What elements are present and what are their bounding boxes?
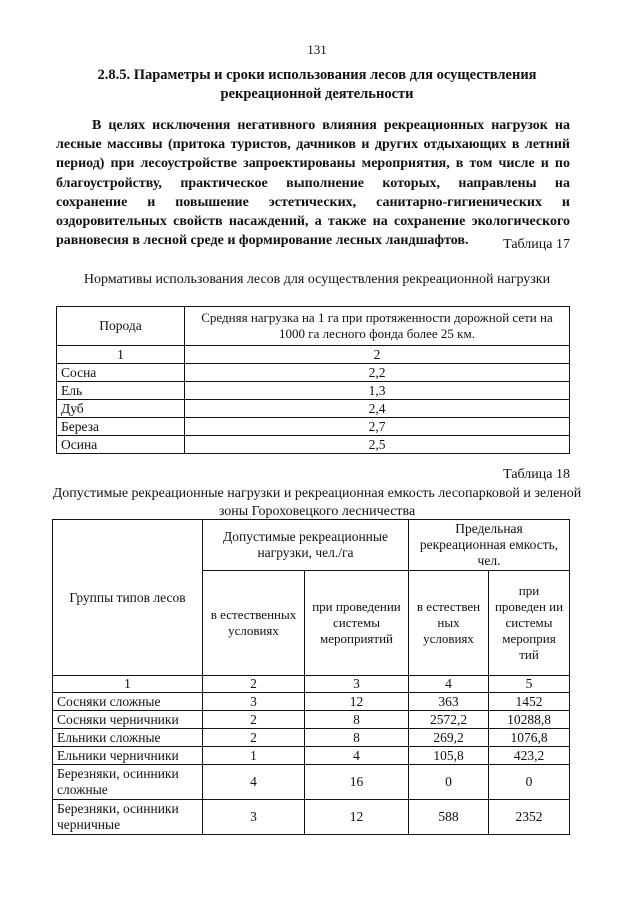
header-cell-average-load: Средняя нагрузка на 1 га при протяженности дорожной сети на 1000 га лесного фонда более 25 км. (185, 307, 570, 346)
header-cell-capacity: Предельная рекреационная емкость, чел. (409, 520, 570, 571)
header-cell-measures-capacity: при проведен ии системы мероприя тий (489, 571, 570, 676)
value-cell: 16 (305, 765, 409, 800)
table-row (57, 400, 570, 418)
value-cell: 1 (203, 747, 305, 765)
table-number-row (57, 346, 570, 364)
header-cell-group: Группы типов лесов (53, 520, 203, 676)
species-cell: Дуб (57, 400, 185, 418)
value-cell: 3 (203, 800, 305, 835)
number-cell: 4 (409, 676, 489, 693)
value-cell: 1,3 (185, 382, 570, 400)
table-row (53, 729, 570, 747)
species-cell: Береза (57, 418, 185, 436)
value-cell: 2352 (489, 800, 570, 835)
value-cell: 2,4 (185, 400, 570, 418)
header-cell-measures: при проведении системы мероприятий (305, 571, 409, 676)
number-cell: 2 (185, 346, 570, 364)
table-17 (56, 306, 570, 454)
value-cell: 423,2 (489, 747, 570, 765)
table-row (57, 382, 570, 400)
table-row (53, 765, 570, 800)
value-cell: 2 (203, 711, 305, 729)
number-cell: 1 (53, 676, 203, 693)
value-cell: 4 (203, 765, 305, 800)
page-number: 131 (307, 42, 327, 57)
value-cell: 105,8 (409, 747, 489, 765)
value-cell: 4 (305, 747, 409, 765)
value-cell: 2,2 (185, 364, 570, 382)
group-cell: Сосняки сложные (53, 693, 203, 711)
value-cell: 588 (409, 800, 489, 835)
table-row (57, 436, 570, 454)
table-row (53, 747, 570, 765)
header-cell-species: Порода (57, 307, 185, 346)
header-cell-natural-capacity: в естествен ных условиях (409, 571, 489, 676)
table-17-label: Таблица 17 (503, 237, 570, 252)
table-17-caption: Нормативы использования лесов для осуществления рекреационной нагрузки (83, 272, 551, 287)
value-cell: 1452 (489, 693, 570, 711)
table-18-label: Таблица 18 (503, 467, 570, 482)
value-cell: 1076,8 (489, 729, 570, 747)
table-18-caption: Допустимые рекреационные нагрузки и рекреационная емкость лесопарковой и зеленой зоны Гороховецкого лесничества (52, 486, 582, 519)
table-header-row (57, 307, 570, 346)
table-row (57, 418, 570, 436)
number-cell: 3 (305, 676, 409, 693)
intro-paragraph-text: В целях исключения негативного влияния рекреационных нагрузок на лесные массивы (притока туристов, дачников и других отдыхающих в летний период) при лесоустройстве запроектированы мероприятия, в том числе и по благоустройству, практическое выполнение которых, направлены на сохранение и повышение эстетических, санитарно-гигиенических и оздоровительных свойств насаждений, а также на сохранение экологического равновесия в лесной среде и формирование лесных ландшафтов. (56, 118, 570, 249)
intro-paragraph (56, 116, 570, 250)
species-cell: Ель (57, 382, 185, 400)
value-cell: 10288,8 (489, 711, 570, 729)
group-cell: Сосняки черничники (53, 711, 203, 729)
table-18 (52, 519, 570, 835)
value-cell: 363 (409, 693, 489, 711)
number-cell: 5 (489, 676, 570, 693)
number-cell: 1 (57, 346, 185, 364)
table-row (53, 800, 570, 835)
value-cell: 3 (203, 693, 305, 711)
section-title: 2.8.5. Параметры и сроки использования лесов для осуществления рекреационной деятельности (97, 67, 537, 102)
species-cell: Осина (57, 436, 185, 454)
value-cell: 0 (409, 765, 489, 800)
table-number-row (53, 676, 570, 693)
value-cell: 2572,2 (409, 711, 489, 729)
number-cell: 2 (203, 676, 305, 693)
value-cell: 8 (305, 711, 409, 729)
header-cell-natural: в естественных условиях (203, 571, 305, 676)
header-cell-loads: Допустимые рекреационные нагрузки, чел./га (203, 520, 409, 571)
value-cell: 269,2 (409, 729, 489, 747)
species-cell: Сосна (57, 364, 185, 382)
value-cell: 12 (305, 800, 409, 835)
group-cell: Березняки, осинники сложные (53, 765, 203, 800)
value-cell: 8 (305, 729, 409, 747)
value-cell: 12 (305, 693, 409, 711)
table-row (57, 364, 570, 382)
value-cell: 2,7 (185, 418, 570, 436)
table-row (53, 711, 570, 729)
table-header-row (53, 520, 570, 571)
table-row (53, 693, 570, 711)
group-cell: Березняки, осинники черничные (53, 800, 203, 835)
group-cell: Ельники сложные (53, 729, 203, 747)
value-cell: 0 (489, 765, 570, 800)
value-cell: 2,5 (185, 436, 570, 454)
value-cell: 2 (203, 729, 305, 747)
group-cell: Ельники черничники (53, 747, 203, 765)
